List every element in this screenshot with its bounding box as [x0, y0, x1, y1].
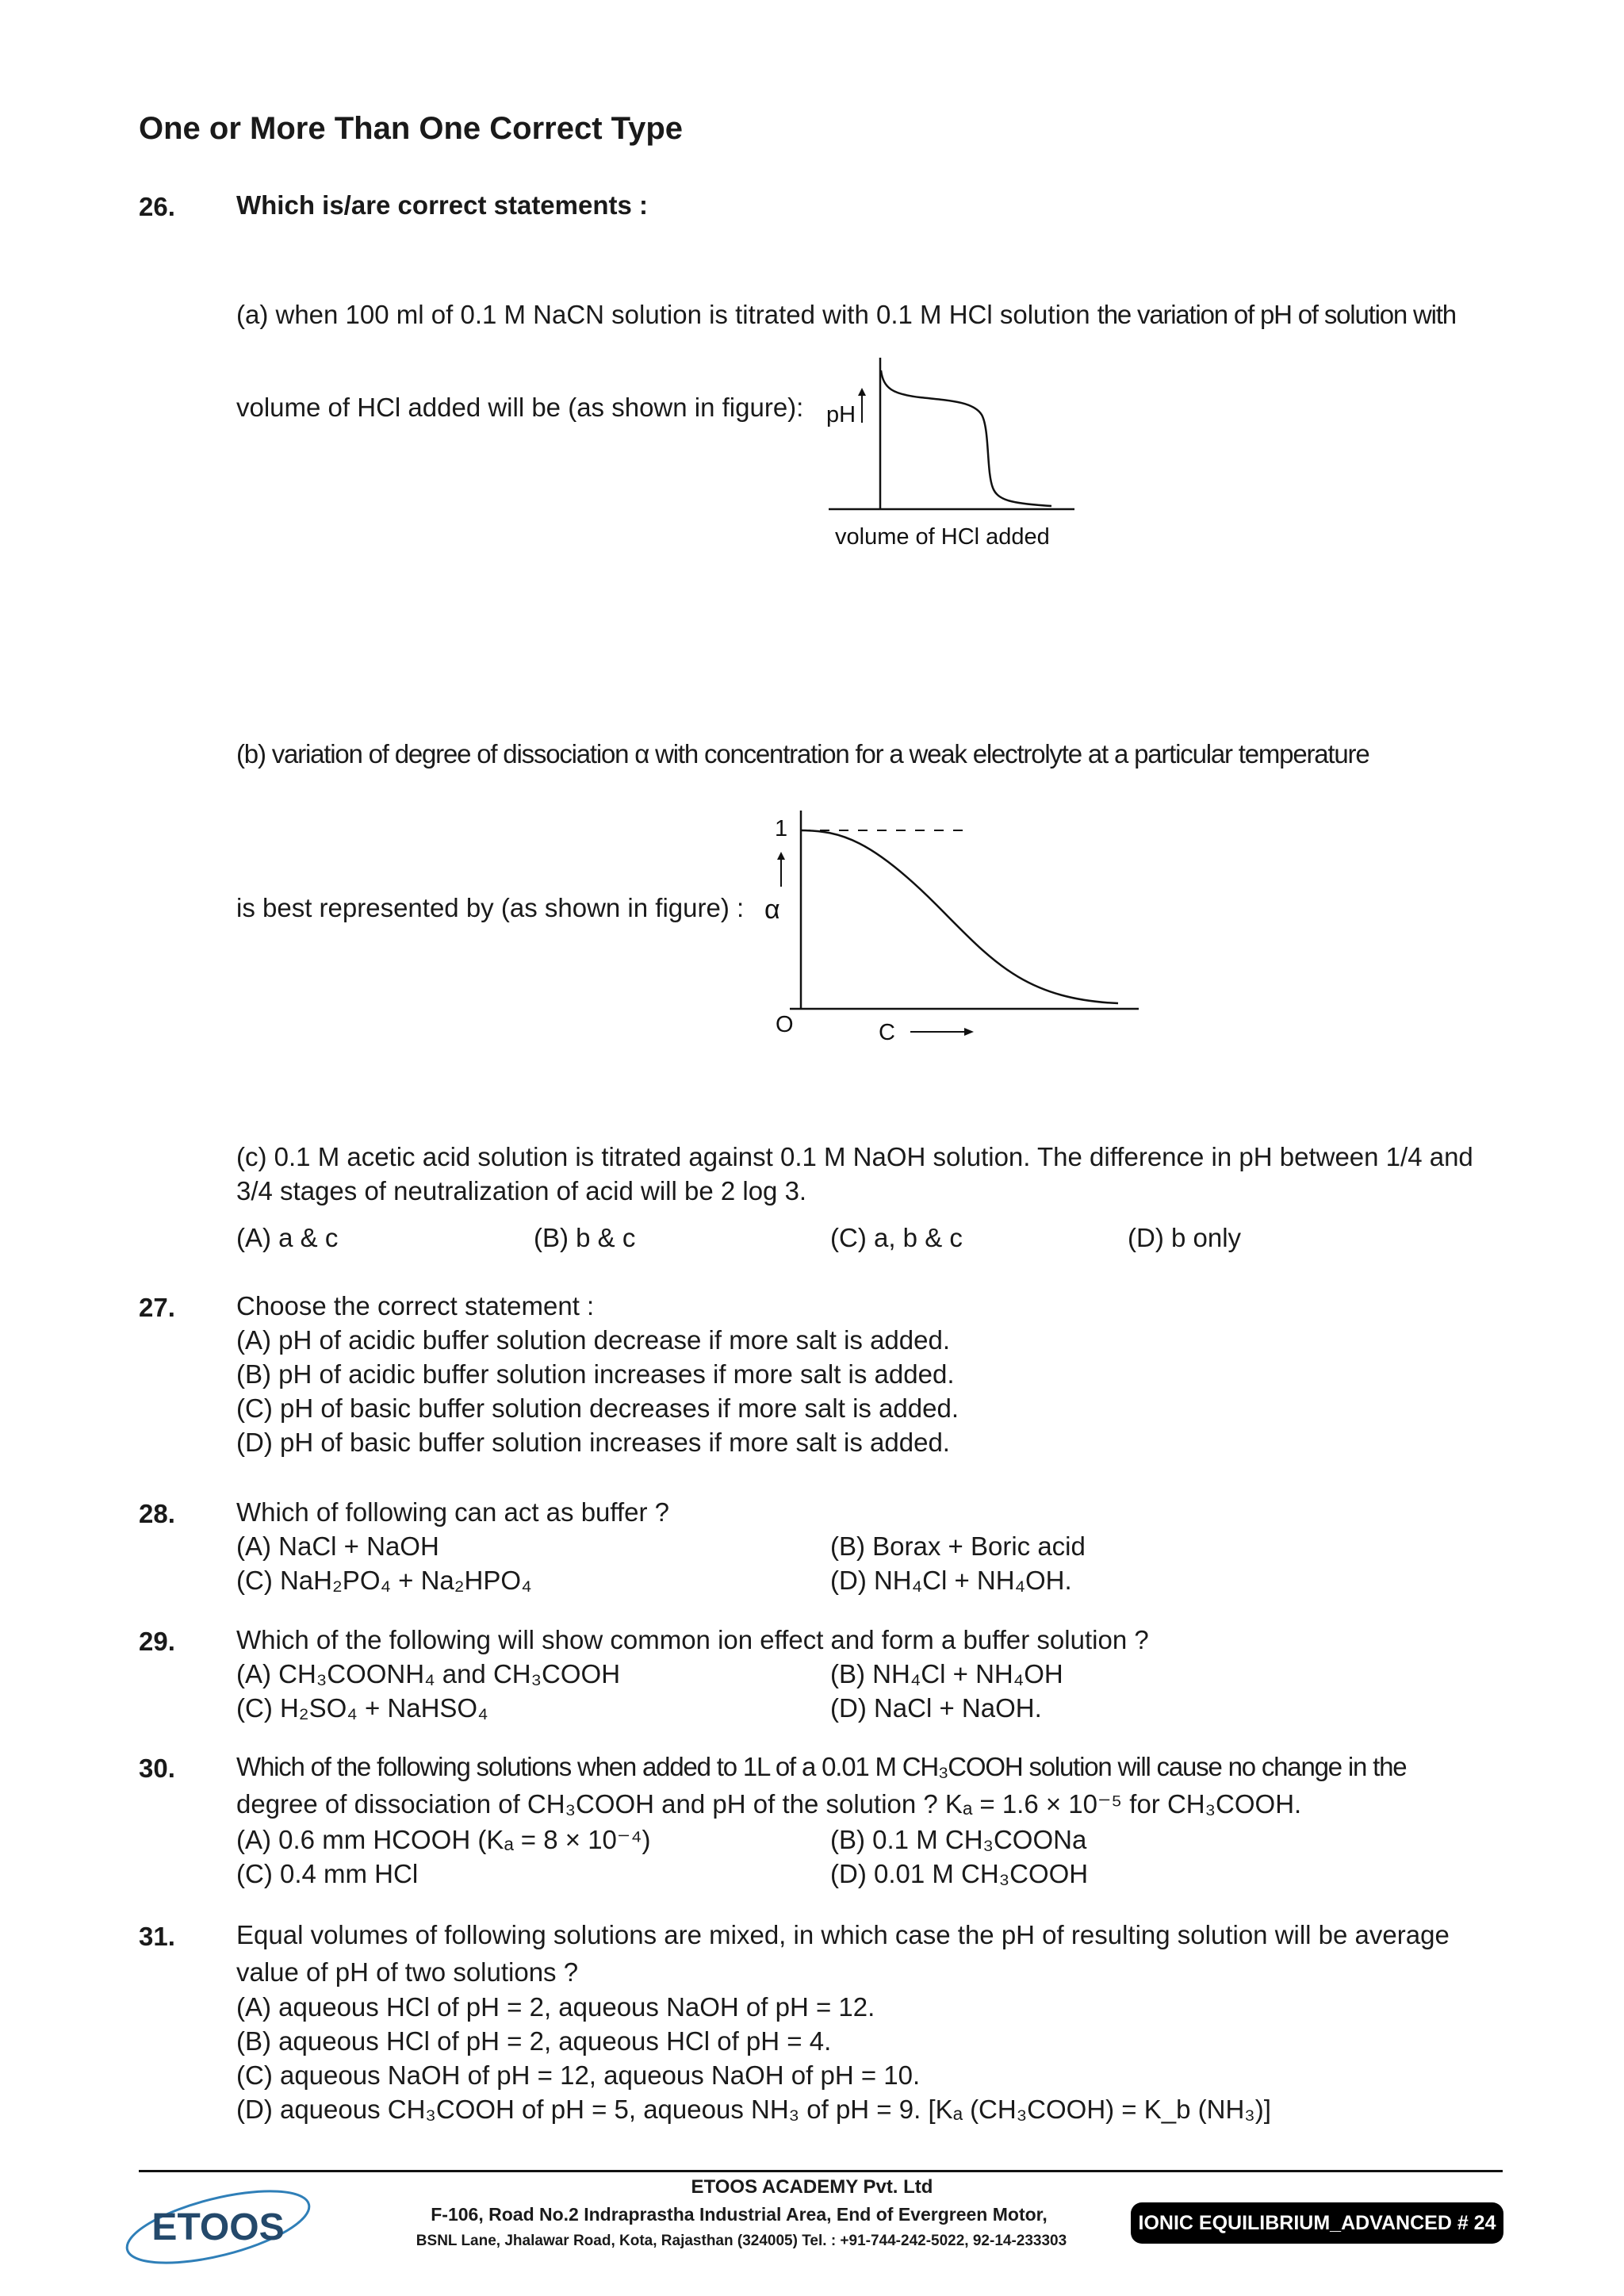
q29-option-d: (D) NaCl + NaOH. — [830, 1693, 1042, 1723]
figure-b-origin-label: O — [776, 1012, 794, 1037]
q26-statement-b-line1: (b) variation of degree of dissociation α with concentration for a weak electrolyte at a particular temperature — [236, 739, 1369, 769]
page-badge: IONIC EQUILIBRIUM_ADVANCED # 24 — [1131, 2202, 1503, 2244]
figure-b-arrow-up-icon — [777, 852, 785, 860]
q26-statement-c-line1: (c) 0.1 M acetic acid solution is titrated against 0.1 M NaOH solution. The difference in pH between 1/4 and — [236, 1142, 1473, 1171]
figure-a-titration-curve — [801, 353, 1086, 559]
question-31-line2: value of pH of two solutions ? — [236, 1957, 579, 1987]
question-31-line1: Equal volumes of following solutions are mixed, in which case the pH of resulting solution will be average — [236, 1920, 1450, 1949]
q27-option-d: (D) pH of basic buffer solution increases if more salt is added. — [236, 1428, 950, 1457]
figure-b-alpha-curve — [801, 830, 1118, 1003]
figure-a-xlabel: volume of HCl added — [835, 524, 1050, 550]
question-27-stem: Choose the correct statement : — [236, 1291, 595, 1320]
q26-statement-c-line2: 3/4 stages of neutralization of acid will be 2 log 3. — [236, 1176, 807, 1205]
question-number-28: 28. — [139, 1499, 175, 1528]
figure-b-arrow-right-icon — [964, 1028, 974, 1036]
q31-option-a: (A) aqueous HCl of pH = 2, aqueous NaOH of pH = 12. — [236, 1992, 875, 2022]
q30-option-c: (C) 0.4 mm HCl — [236, 1859, 419, 1888]
question-number-29: 29. — [139, 1627, 175, 1656]
question-number-26: 26. — [139, 192, 175, 221]
figure-b-y-tick-1: 1 — [775, 816, 788, 841]
footer-address-line1: F-106, Road No.2 Indraprastha Industrial Area, End of Evergreen Motor, — [431, 2204, 1048, 2225]
question-number-31: 31. — [139, 1922, 175, 1951]
q26-option-b: (B) b & c — [534, 1223, 636, 1252]
q28-option-a: (A) NaCl + NaOH — [236, 1531, 439, 1561]
footer-address-line2: BSNL Lane, Jhalawar Road, Kota, Rajasthan (324005) Tel. : +91-744-242-5022, 92-14-233303 — [416, 2233, 1067, 2249]
logo-text: ETOOS — [151, 2206, 285, 2248]
q30-option-a: (A) 0.6 mm HCOOH (Kₐ = 8 × 10⁻⁴) — [236, 1825, 651, 1854]
q27-option-b: (B) pH of acidic buffer solution increases if more salt is added. — [236, 1359, 955, 1389]
question-number-27: 27. — [139, 1293, 175, 1322]
figure-a-ylabel: pH — [826, 402, 856, 427]
q26-statement-b-line2: is best represented by (as shown in figure) : — [236, 893, 745, 922]
question-28-stem: Which of following can act as buffer ? — [236, 1497, 670, 1527]
q29-option-c: (C) H₂SO₄ + NaHSO₄ — [236, 1693, 488, 1723]
q26-option-c: (C) a, b & c — [830, 1223, 963, 1252]
q31-option-c: (C) aqueous NaOH of pH = 12, aqueous NaOH of pH = 10. — [236, 2060, 921, 2090]
question-number-30: 30. — [139, 1754, 175, 1783]
q30-option-b: (B) 0.1 M CH₃COONa — [830, 1825, 1087, 1854]
q28-option-d: (D) NH₄Cl + NH₄OH. — [830, 1566, 1072, 1595]
q29-option-b: (B) NH₄Cl + NH₄OH — [830, 1659, 1063, 1688]
question-29-stem: Which of the following will show common ion effect and form a buffer solution ? — [236, 1625, 1149, 1654]
question-30-line2: degree of dissociation of CH₃COOH and pH of the solution ? Kₐ = 1.6 × 10⁻⁵ for CH₃COOH. — [236, 1789, 1302, 1819]
q26-option-d: (D) b only — [1128, 1223, 1242, 1252]
question-26-stem: Which is/are correct statements : — [236, 190, 649, 220]
figure-b-ylabel: α — [764, 895, 780, 925]
q26-option-a: (A) a & c — [236, 1223, 339, 1252]
figure-b-alpha-vs-concentration — [761, 801, 1142, 1063]
q29-option-a: (A) CH₃COONH₄ and CH₃COOH — [236, 1659, 621, 1688]
footer-divider — [139, 2170, 1503, 2172]
q27-option-a: (A) pH of acidic buffer solution decrease if more salt is added. — [236, 1325, 951, 1355]
q31-option-d: (D) aqueous CH₃COOH of pH = 5, aqueous NH₃ of pH = 9. [Kₐ (CH₃COOH) = K_b (NH₃)] — [236, 2095, 1271, 2124]
q27-option-c: (C) pH of basic buffer solution decreases if more salt is added. — [236, 1393, 959, 1423]
q31-option-b: (B) aqueous HCl of pH = 2, aqueous HCl of pH = 4. — [236, 2026, 832, 2056]
q26-statement-a-line1: (a) when 100 ml of 0.1 M NaCN solution is titrated with 0.1 M HCl solution the variation of pH of solution with — [236, 300, 1456, 329]
q26-statement-a-line2: volume of HCl added will be (as shown in figure): — [236, 393, 804, 422]
q30-option-d: (D) 0.01 M CH₃COOH — [830, 1859, 1089, 1888]
figure-a-ph-curve — [881, 370, 1051, 506]
q28-option-b: (B) Borax + Boric acid — [830, 1531, 1086, 1561]
figure-b-xlabel: C — [879, 1020, 895, 1045]
question-30-line1: Which of the following solutions when added to 1L of a 0.01 M CH₃COOH solution will cause no change in the — [236, 1752, 1407, 1781]
footer-company-name: ETOOS ACADEMY Pvt. Ltd — [691, 2176, 933, 2198]
section-heading: One or More Than One Correct Type — [139, 111, 684, 146]
q28-option-c: (C) NaH₂PO₄ + Na₂HPO₄ — [236, 1566, 532, 1595]
figure-a-arrow-up-icon — [858, 388, 866, 396]
